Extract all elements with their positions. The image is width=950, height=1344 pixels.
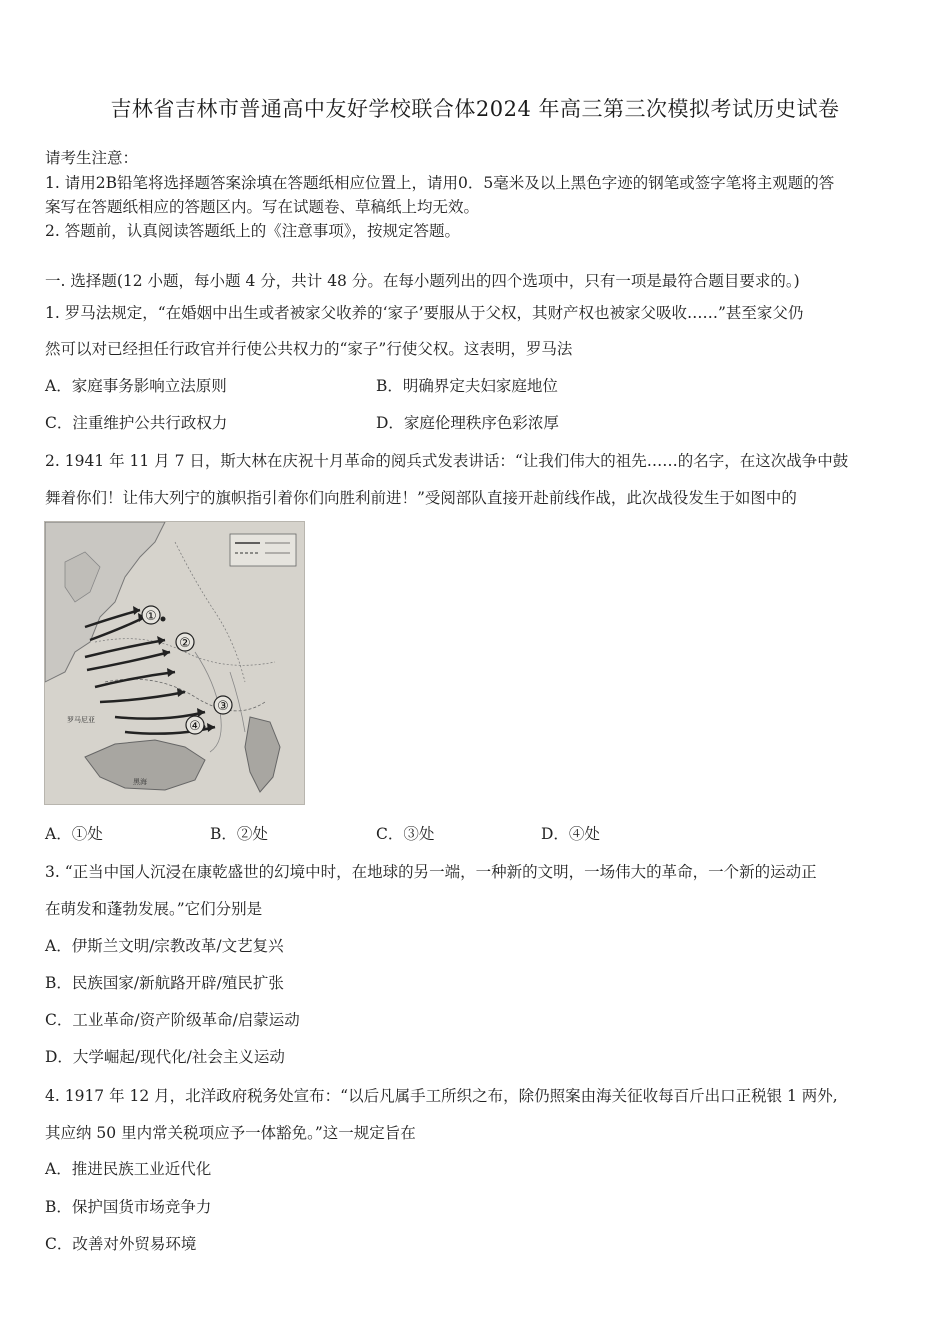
- exam-title: 吉林省吉林市普通高中友好学校联合体2024 年高三第三次模拟考试历史试卷: [110, 97, 840, 121]
- q1-option-a: A．家庭事务影响立法原则: [45, 377, 227, 395]
- q3-option-d: D．大学崛起/现代化/社会主义运动: [45, 1048, 285, 1066]
- q3-option-a: A．伊斯兰文明/宗教改革/文艺复兴: [45, 937, 284, 955]
- q3-stem: 3. “正当中国人沉浸在康乾盛世的幻境中时，在地球的另一端，一种新的文明，一场伟大的革命，一个新的运动正: [45, 863, 817, 881]
- map-label-3: ③: [217, 699, 229, 714]
- notice-item-1-cont: 案写在答题纸相应的答题区内。写在试题卷、草稿纸上均无效。: [45, 198, 480, 216]
- map-label-2: ②: [179, 636, 191, 651]
- map-label-black-sea: 黑海: [133, 778, 147, 786]
- q4-stem: 4. 1917 年 12 月，北洋政府税务处宣布：“以后凡属手工所织之布，除仍照案由海关征收每百斤出口正税银 1 两外,: [45, 1087, 838, 1105]
- map-label-4: ④: [189, 719, 201, 734]
- q3-option-b: B．民族国家/新航路开辟/殖民扩张: [45, 974, 284, 992]
- q4-option-c: C．改善对外贸易环境: [45, 1235, 197, 1253]
- q1-stem: 1. 罗马法规定，“在婚姻中出生或者被家父收养的‘家子’要服从于父权，其财产权也被家父吸收……”甚至家父仍: [45, 304, 804, 322]
- q1-stem-cont: 然可以对已经担任行政官并行使公共权力的“家子”行使父权。这表明，罗马法: [45, 340, 573, 358]
- q2-option-b: B．②处: [210, 825, 268, 843]
- q2-stem-cont: 舞着你们！让伟大列宁的旗帜指引着你们向胜利前进！”受阅部队直接开赴前线作战，此次战役发生于如图中的: [45, 489, 797, 507]
- q4-stem-cont: 其应纳 50 里内常关税项应予一体豁免。”这一规定旨在: [45, 1124, 416, 1142]
- map-label-romania: 罗马尼亚: [67, 716, 95, 724]
- notice-item-2: 2. 答题前，认真阅读答题纸上的《注意事项》，按规定答题。: [45, 222, 460, 240]
- q4-option-a: A．推进民族工业近代化: [45, 1160, 212, 1178]
- q2-option-a: A．①处: [45, 825, 103, 843]
- q1-option-b: B．明确界定夫妇家庭地位: [376, 377, 558, 395]
- q4-option-b: B．保护国货市场竞争力: [45, 1198, 212, 1216]
- map-label-1: ①: [145, 609, 157, 624]
- notice-item-1: 1. 请用2B铅笔将选择题答案涂填在答题纸相应位置上，请用0．5毫米及以上黑色字迹的钢笔或签字笔将主观题的答: [45, 174, 835, 192]
- q2-stem: 2. 1941 年 11 月 7 日，斯大林在庆祝十月革命的阅兵式发表讲话：“让我们伟大的祖先……的名字，在这次战争中鼓: [45, 452, 849, 470]
- notice-heading: 请考生注意：: [45, 149, 139, 167]
- section-heading: 一. 选择题(12 小题，每小题 4 分，共计 48 分。在每小题列出的四个选项中，只有一项是最符合题目要求的。): [45, 272, 800, 290]
- q1-option-d: D．家庭伦理秩序色彩浓厚: [376, 414, 559, 432]
- q3-option-c: C．工业革命/资产阶级革命/启蒙运动: [45, 1011, 300, 1029]
- q1-option-c: C．注重维护公共行政权力: [45, 414, 228, 432]
- q2-option-d: D．④处: [541, 825, 600, 843]
- battle-map-image: [44, 521, 305, 805]
- q3-stem-cont: 在萌发和蓬勃发展。”它们分别是: [45, 900, 263, 918]
- q2-option-c: C．③处: [376, 825, 435, 843]
